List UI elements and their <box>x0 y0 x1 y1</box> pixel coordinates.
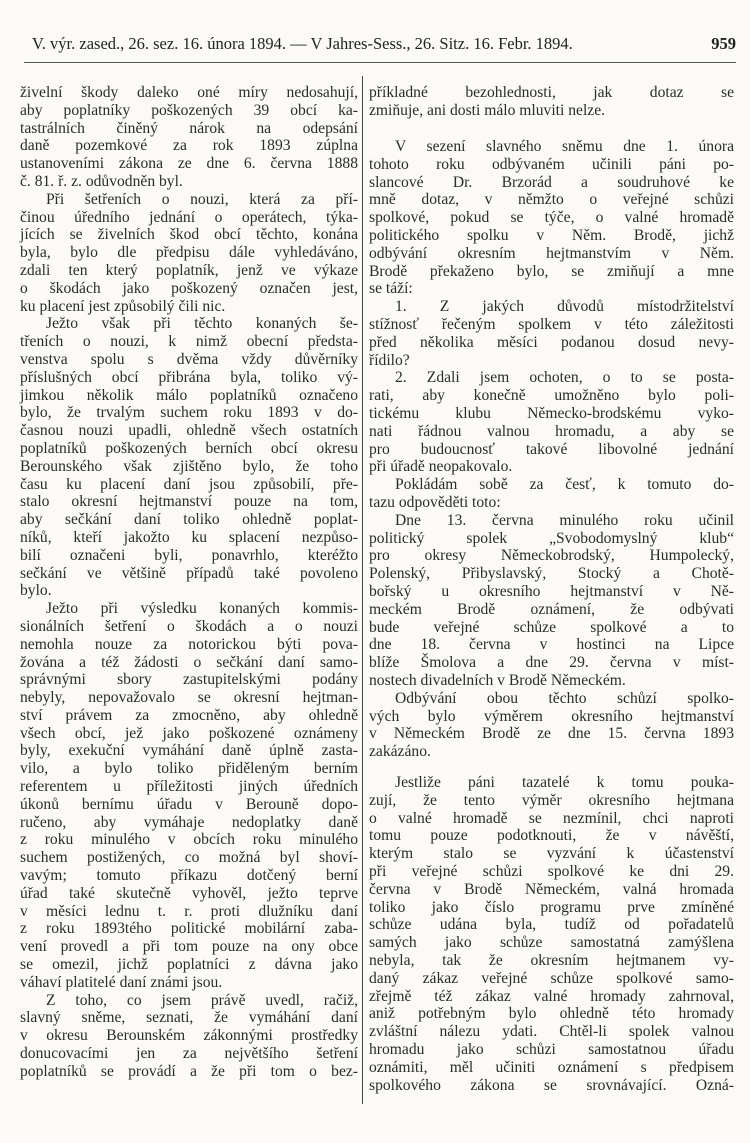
text-line: slavný sněme, seznati, že vymáhání daní <box>20 1009 358 1027</box>
text-line: tomu pouze podotknouti, že v návěští, <box>369 827 734 845</box>
text-line: schůze udána byla, tudíž od pořadatelů <box>369 916 734 934</box>
text-line: donucovacími jen za největšího šetření <box>20 1045 358 1063</box>
text-line: jících se živelních škod obcí těchto, konána <box>20 226 358 244</box>
text-line: nebyly, nepovažovalo se okresní hejtman- <box>20 689 358 707</box>
text-line: č. 81. ř. z. odůvodněn byl. <box>20 172 183 190</box>
text-line: úřad také skutečně vyhověl, ježto teprve <box>20 884 358 902</box>
right-section-response <box>369 774 734 1094</box>
text-line: příslušných obcí přibrána byla, toliko vý- <box>20 368 358 386</box>
text-line: vilo, a bylo toliko přiděleným berním <box>20 760 358 778</box>
text-line: sečkání ve většině případů také povoleno <box>20 564 358 582</box>
text-line: ručeno, aby vymáhaje nedoplatky daně <box>20 813 358 831</box>
paragraph <box>20 992 358 1081</box>
text-line: v měsíci lednu t. r. proti dlužníku daní <box>20 902 358 920</box>
paragraph <box>369 369 734 476</box>
paragraph <box>369 298 734 369</box>
text-line: při úřadě neopakovalo. <box>369 458 513 476</box>
right-column <box>369 84 734 1104</box>
left-column <box>20 84 358 1081</box>
text-line: se táží: <box>369 280 413 298</box>
right-section-interpellation <box>369 138 734 761</box>
text-line: června v Brodě Německém, valná hromada <box>369 880 734 898</box>
text-line: aniž potřebným bylo ohledně této hromady <box>369 1005 734 1023</box>
text-line: mně dotaz, v němžto o veřejné schůzi <box>369 191 734 209</box>
text-line: váhaví platitelé daní známi jsou. <box>20 973 223 991</box>
paragraph <box>369 690 734 761</box>
text-line: nati řádnou valnou hromadu, a aby se <box>369 422 734 440</box>
text-line: Odbývání obou těchto schůzí spolko- <box>395 689 734 707</box>
text-line: 2. Zdali jsem ochoten, o to se posta- <box>395 369 734 387</box>
paragraph <box>369 84 734 120</box>
text-line: dne 18. června v hostinci na Lipce <box>369 636 734 654</box>
text-line: vých bylo výměrem okresního hejtmanství <box>369 707 734 725</box>
text-line: v okresu Berounském zákonnými prostředky <box>20 1027 358 1045</box>
text-line: referentem u příležitosti jiných úředních <box>20 778 358 796</box>
text-line: suchem postižených, co možná byl shoví- <box>20 849 358 867</box>
text-line: se omezil, jichž poplatníci z dávna jako <box>20 956 358 974</box>
text-line: slancové Dr. Brzorád a soudruhové ke <box>369 173 734 191</box>
text-line: Při šetřeních o nouzi, která za pří- <box>46 190 358 208</box>
text-line: zvláštní nálezu ydati. Chtěl-li spolek valnou <box>369 1023 734 1041</box>
text-line: bylo. <box>20 582 52 600</box>
text-line: stížnosť řečeným spolkem v této záležitosti <box>369 315 734 333</box>
text-line: příkladné bezohlednosti, jak dotaz se <box>369 84 734 101</box>
header-title: V. výr. zased., 26. sez. 16. února 1894. — V Jahres-Sess., 26. Sitz. 16. Febr. 1894. <box>32 34 573 53</box>
text-line: blíže Šmolova a dne 29. června v míst- <box>369 654 734 672</box>
text-line: pro okresy Německobrodský, Humpolecký, <box>369 547 734 565</box>
text-line: Ježto však při těchto konaných še- <box>46 315 358 333</box>
text-line: Brodě překaženo bylo, se zmiňují a mne <box>369 262 734 280</box>
text-line: Dne 13. června minulého roku učinil <box>395 511 734 529</box>
text-line: Z toho, co jsem právě uvedl, račiž, <box>46 991 358 1009</box>
text-line: politický spolek „Svobodomyslný klub“ <box>369 529 734 547</box>
text-line: spolkového zákona se srovnávající. Ozná- <box>369 1076 734 1094</box>
text-line: venstva spolu s dvěma vždy důvěrníky <box>20 350 358 368</box>
paragraph <box>369 774 734 1094</box>
text-line: daně pozemkové za rok 1893 zúplna <box>20 137 358 155</box>
right-section-continuation <box>369 84 734 120</box>
text-line: Ježto při výsledku konaných kommis- <box>46 600 358 618</box>
text-line: tohoto roku odbývaném učinili páni po- <box>369 155 734 173</box>
text-line: v Německém Brodě ze dne 15. června 1893 <box>369 725 734 743</box>
paragraph <box>20 191 358 316</box>
text-line: poplatníků poškozených berních obcí okresu <box>20 439 358 457</box>
text-line: ustanoveními zákona ze dne 6. června 1888 <box>20 155 358 173</box>
text-line: hromadu jako schůzi samostatnou úřadu <box>369 1040 734 1058</box>
text-line: z roku minulého v obcích roku minulého <box>20 831 358 849</box>
text-line: vení provedl a při tom pouze na ony obce <box>20 938 358 956</box>
text-line: tazu odpověděti toto: <box>369 493 501 511</box>
text-line: z roku 1893tého politické mobilární zaba- <box>20 920 358 938</box>
text-line: 1. Z jakých důvodů místodržitelství <box>395 298 734 316</box>
paragraph <box>369 138 734 298</box>
text-line: o valné hromadě se nezmínil, chci naproti <box>369 809 734 827</box>
text-line: byly, exekuční vymáhání daně úplně zasta- <box>20 742 358 760</box>
text-line: ku placení jest způsobilý čili nic. <box>20 297 226 315</box>
text-line: toliko jako číslo programu prve zmíněné <box>369 898 734 916</box>
text-line: meckém Brodě oznámení, že odbývati <box>369 600 734 618</box>
text-line: oznámiti, měl učiniti oznámení s předpisem <box>369 1058 734 1076</box>
text-line: času ku placení daní jsou způsobilí, pře- <box>20 475 358 493</box>
text-line: o škodách jako poškozený označen jest, <box>20 279 358 297</box>
text-line: odbývání okresním hejtmanstvím v Něm. <box>369 244 734 262</box>
column-divider <box>362 76 363 1104</box>
paragraph <box>369 476 734 512</box>
text-line: poplatníků se provádí a že při tom o bez- <box>20 1062 358 1080</box>
text-line: byla, bylo dle předpisu dále vyhledáváno, <box>20 244 358 262</box>
text-line: žována a též žádosti o sečkání daní samo- <box>20 653 358 671</box>
text-line: níků, kteří jakožto ku splacení nezpůso- <box>20 528 358 546</box>
text-line: jimkou několik málo poplatníků označeno <box>20 386 358 404</box>
text-line: bořský u okresního hejtmanství v Ně- <box>369 582 734 600</box>
text-line: V sezení slavného sněmu dne 1. února <box>395 138 734 155</box>
text-line: bude veřejné schůze spolkové a to <box>369 618 734 636</box>
text-line: Polenský, Přibyslavský, Stocký a Chotě- <box>369 565 734 583</box>
paragraph <box>369 512 734 690</box>
text-line: pro budoucnosť takové libovolné jednání <box>369 440 734 458</box>
text-line: nostech divadelních v Brodě Německém. <box>369 671 626 689</box>
text-line: nebyla, tak že okresním hejtmanem vy- <box>369 951 734 969</box>
page-number: 959 <box>711 34 736 53</box>
text-line: bylo, že trvalým suchem roku 1893 v do- <box>20 404 358 422</box>
text-line: sionálních šetření o škodách a o nouzi <box>20 617 358 635</box>
text-line: kterým stalo se vyzvání k účastenství <box>369 845 734 863</box>
text-line: při veřejné schůzi spolkové ke dni 29. <box>369 862 734 880</box>
text-line: nemohla nouze za notorickou býti pova- <box>20 635 358 653</box>
text-line: úkonů bernímu úřadu v Berouně dopo- <box>20 795 358 813</box>
text-line: zřejmě též zákaz valné hromady zahrnoval, <box>369 987 734 1005</box>
text-line: zují, že tento výměr okresního hejtmana <box>369 791 734 809</box>
header-rule <box>24 62 736 63</box>
paragraph <box>20 315 358 600</box>
text-line: rati, aby konečně umožněno bylo poli- <box>369 387 734 405</box>
text-line: třeních o nouzi, k nimž obecní předsta- <box>20 333 358 351</box>
text-line: aby sečkání daní toliko ohledně poplat- <box>20 511 358 529</box>
text-line: zakázáno. <box>369 743 431 761</box>
text-line: ství právem za zmocněno, aby ohledně <box>20 706 358 724</box>
text-line: tastrálních činěný nárok na odepsání <box>20 119 358 137</box>
text-line: spolkové, pokud se týče, o valné hromadě <box>369 209 734 227</box>
text-line: Pokládám sobě za česť, k tomuto do- <box>395 476 734 494</box>
text-line: vavým; tomuto příkazu dotčený berní <box>20 867 358 885</box>
text-line: časnou nouzi upadli, ohledně všech ostatních <box>20 422 358 440</box>
paragraph <box>20 84 358 191</box>
text-line: samých jako schůze samostatná zamýšlena <box>369 934 734 952</box>
text-line: bilí označeni byli, ponavrhlo, kteréžto <box>20 546 358 564</box>
text-line: zdali ten který poplatník, jenž ve výkaze <box>20 261 358 279</box>
text-line: zmiňuje, ani dosti málo mluviti nelze. <box>369 101 606 119</box>
text-line: všech obcí, jež jako poškozené oznámeny <box>20 724 358 742</box>
text-line: daný zákaz veřejné schůze spolkové samo- <box>369 969 734 987</box>
text-line: správnými sbory zastupitelskými podány <box>20 671 358 689</box>
text-line: politického spolku v Něm. Brodě, jichž <box>369 226 734 244</box>
text-line: řídilo? <box>369 351 410 369</box>
paragraph <box>20 600 358 992</box>
text-line: aby poplatníky poškozených 39 obcí ka- <box>20 101 358 119</box>
text-line: činou úředního jednání o operátech, týka- <box>20 208 358 226</box>
running-header <box>32 34 736 56</box>
text-line: před několika měsíci podanou dosud nevy- <box>369 333 734 351</box>
text-line: stalo okresní hejtmanství pouze na tom, <box>20 493 358 511</box>
text-line: Berounského však zjištěno bylo, že toho <box>20 457 358 475</box>
text-line: tickému klubu Německo-brodskému vyko- <box>369 404 734 422</box>
text-line: Jestliže páni tazatelé k tomu pouka- <box>395 774 734 791</box>
text-line: živelní škody daleko oné míry nedosahují, <box>20 84 358 101</box>
